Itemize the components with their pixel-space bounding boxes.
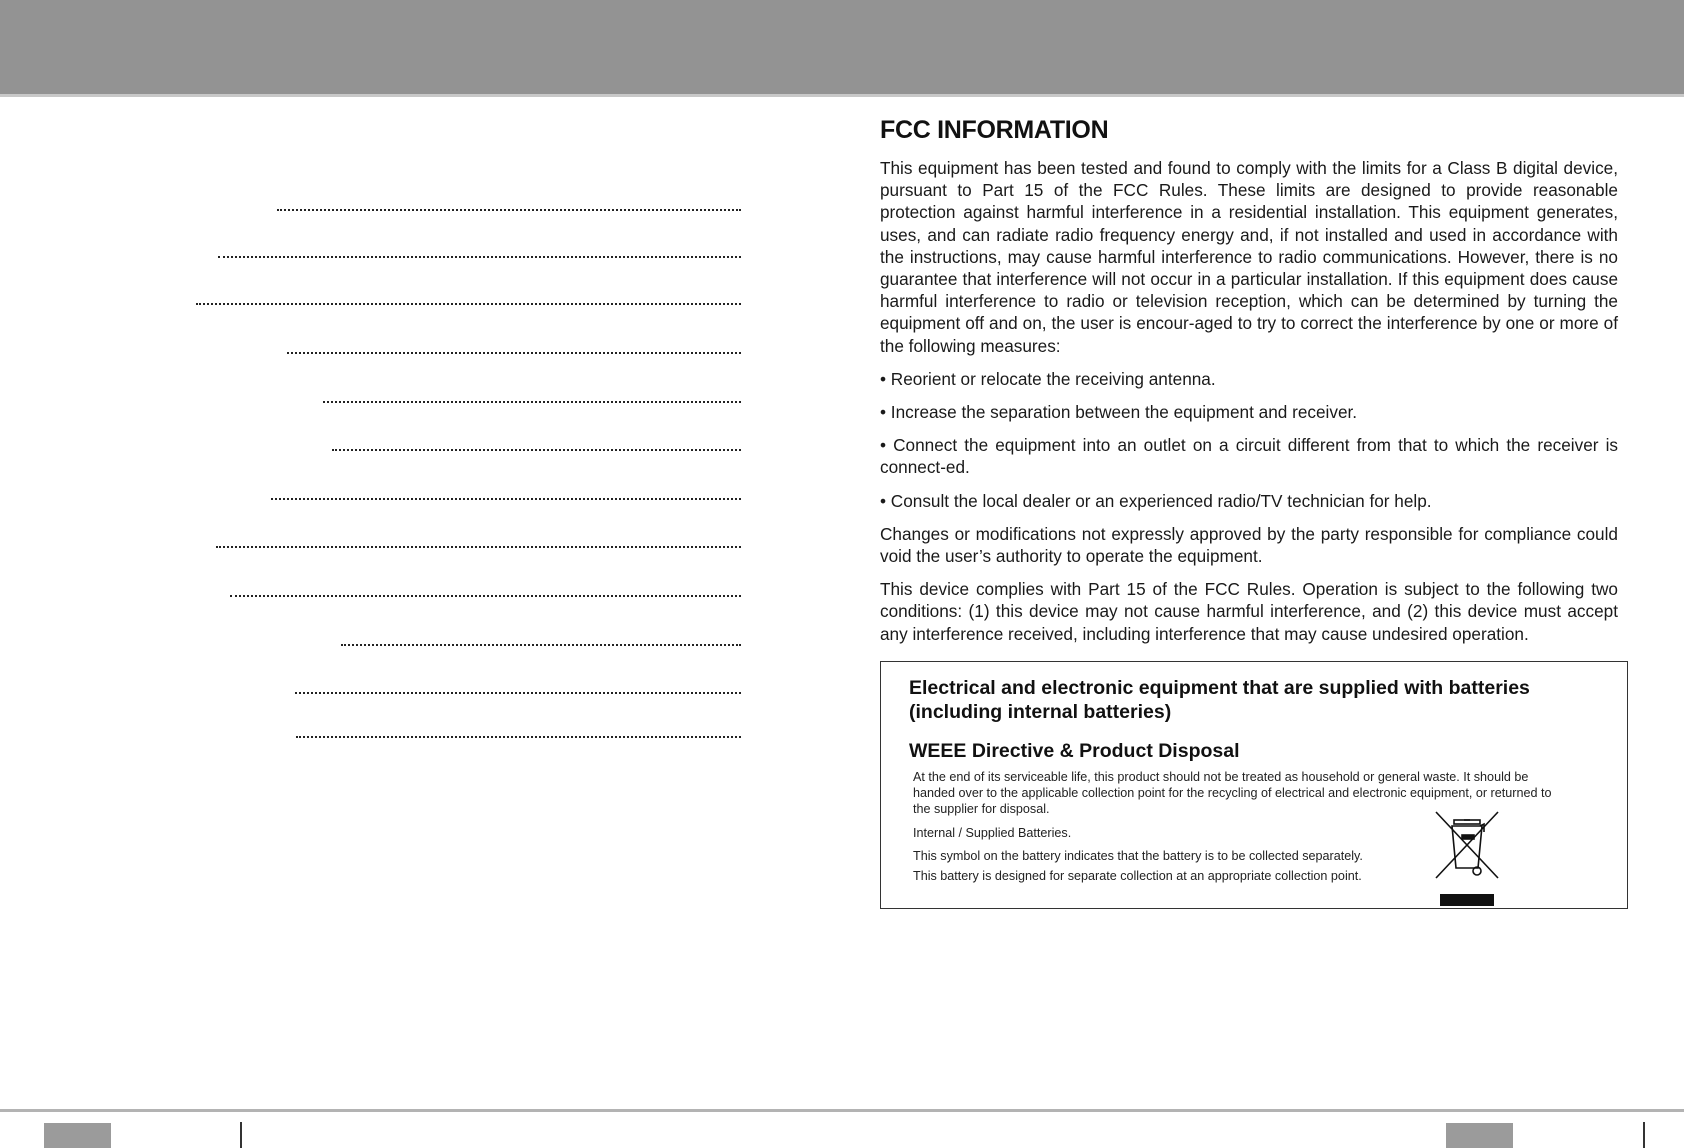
weee-symbol-text: This symbol on the battery indicates that the battery is to be collected separately. — [913, 849, 1363, 863]
toc-leader-line — [287, 352, 741, 354]
toc-leader-line — [216, 546, 741, 548]
fcc-paragraph-changes: Changes or modifications not expressly approved by the party responsible for compliance could void the user’s authority to operate the equipment. — [880, 523, 1618, 567]
right-page-divider — [1643, 1122, 1645, 1148]
crossed-out-wheelie-bin-icon — [1434, 810, 1500, 908]
toc-leader-line — [271, 498, 741, 500]
fcc-bullet-separation: • Increase the separation between the equipment and receiver. — [880, 402, 1358, 423]
fcc-paragraph-intro: This equipment has been tested and found to comply with the limits for a Class B digital device, pursuant to Part 15 of the FCC Rules. These limits are designed to provide reasonable protection against harmful interference in a residential installation. This equipment generates, uses, and can radiate radio frequency energy and, if not installed and used in accordance with the instructions, may cause harmful interference to radio communications. However, there is no guarantee that interference will not occur in a particular installation. If this equipment does cause harmful interference to radio or television reception, which can be determined by turning the equipment off and on, the user is encour-aged to try to correct the interference by one or more of the following measures: — [880, 158, 1618, 356]
toc-leader-line — [295, 692, 741, 694]
weee-intro-text: At the end of its serviceable life, this product should not be treated as household or general waste. It should be handed over to the applicable collection point for the recycling of electrical and electronic equipment, or returned to the supplier for disposal. — [913, 770, 1552, 817]
left-page-divider — [240, 1122, 242, 1148]
weee-notice-box — [880, 661, 1628, 909]
weee-heading: Electrical and electronic equipment that are supplied with batteries (including internal batteries) — [909, 677, 1530, 723]
toc-leader-line — [296, 736, 741, 738]
fcc-section — [880, 116, 1618, 656]
toc-leader-line — [230, 595, 741, 597]
right-page-tab — [1446, 1123, 1513, 1148]
left-page-tab — [44, 1123, 111, 1148]
weee-collection-text: This battery is designed for separate collection at an appropriate collection point. — [913, 869, 1362, 883]
weee-subheading: WEEE Directive & Product Disposal — [909, 740, 1240, 762]
fcc-bullet-outlet: • Connect the equipment into an outlet on a circuit different from that to which the receiver is connect-ed. — [880, 435, 1618, 478]
toc-leader-line — [196, 303, 741, 305]
toc-leader-line — [332, 449, 741, 451]
footer-rule — [0, 1109, 1684, 1112]
fcc-paragraph-compliance: This device complies with Part 15 of the FCC Rules. Operation is subject to the following two conditions: (1) this device may not cause harmful interference, and (2) this device must accept any interference received, including interference that may cause undesired operation. — [880, 579, 1618, 644]
header-band-edge — [0, 94, 1684, 97]
weee-batteries-label: Internal / Supplied Batteries. — [913, 826, 1072, 840]
fcc-bullet-reorient: • Reorient or relocate the receiving antenna. — [880, 368, 1216, 389]
fcc-title: FCC INFORMATION — [880, 116, 1109, 144]
toc-leader-line — [218, 256, 741, 258]
toc-leader-line — [341, 644, 741, 646]
toc-leader-line — [323, 401, 741, 403]
fcc-bullet-consult: • Consult the local dealer or an experienced radio/TV technician for help. — [880, 490, 1432, 511]
toc-leader-line — [277, 209, 741, 211]
header-band — [0, 0, 1684, 94]
